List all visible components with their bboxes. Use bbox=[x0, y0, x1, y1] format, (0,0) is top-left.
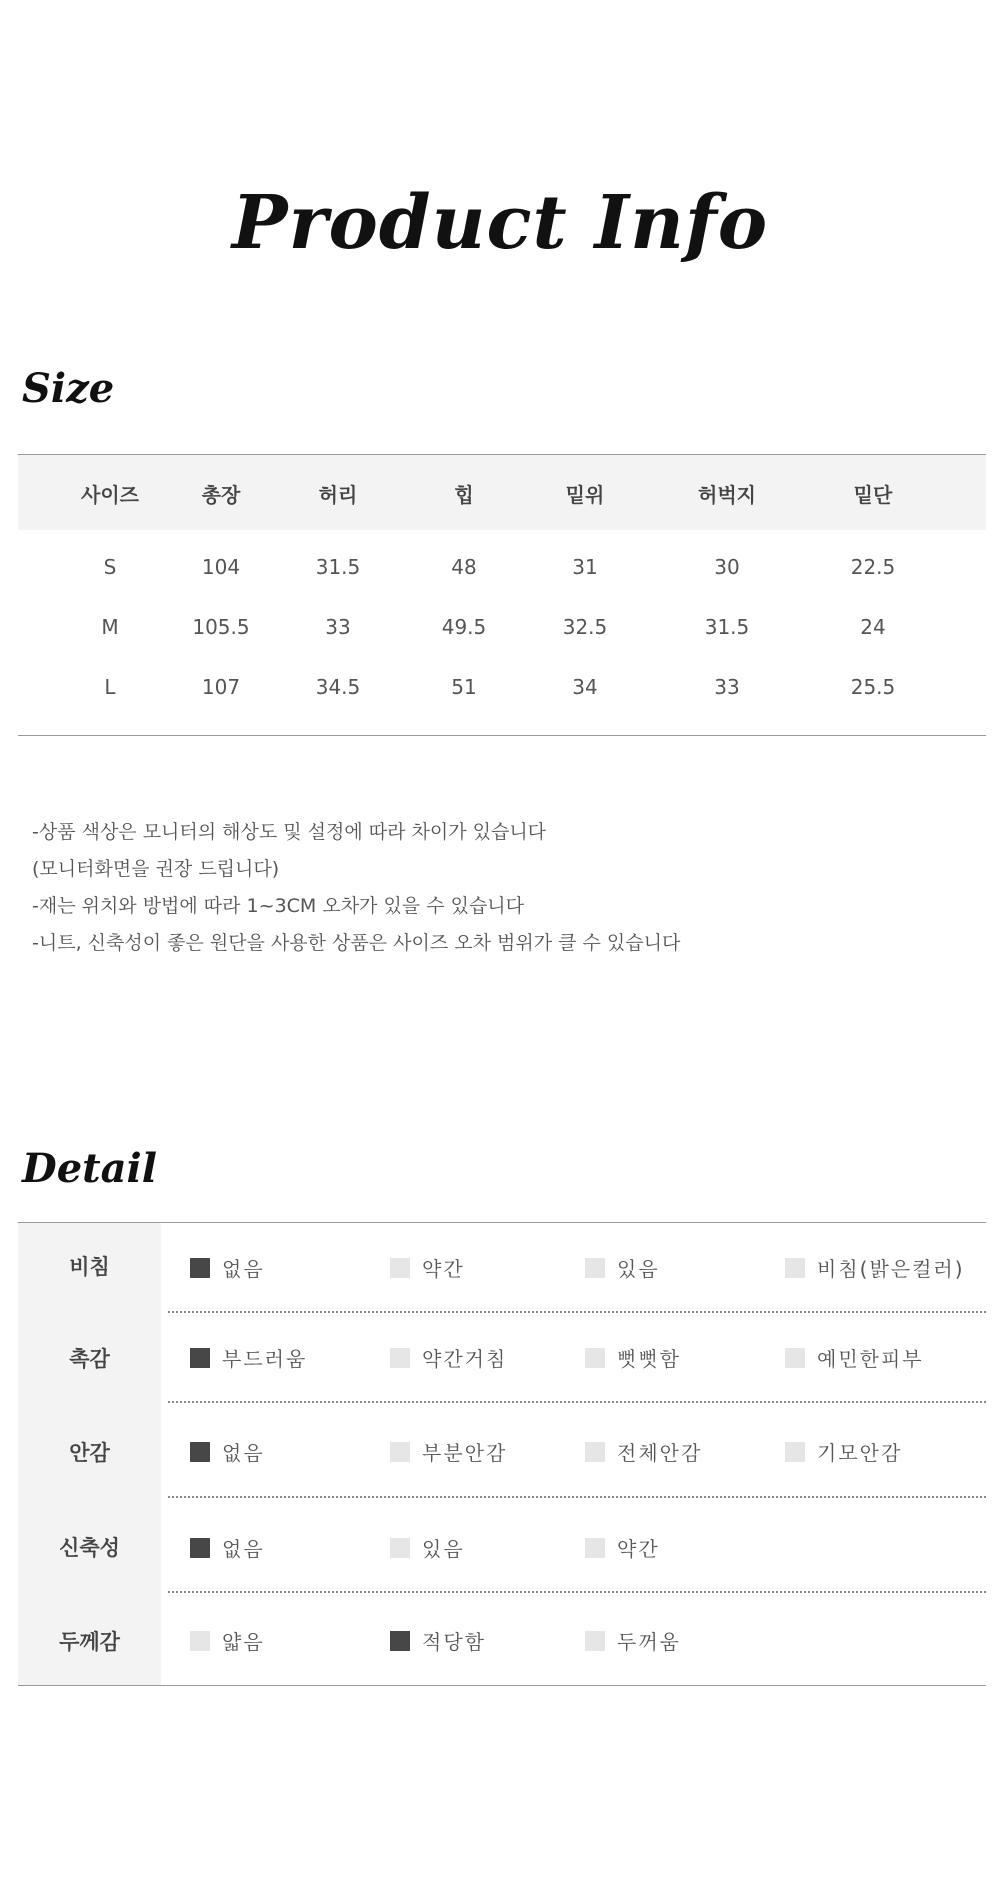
detail-option bbox=[785, 1343, 924, 1372]
size-table-body bbox=[18, 530, 986, 735]
option-label: 약간 bbox=[617, 1537, 660, 1561]
detail-row-thickness bbox=[18, 1593, 986, 1685]
option-indicator bbox=[390, 1538, 410, 1558]
option-indicator bbox=[390, 1258, 410, 1278]
size-cell: 34.5 bbox=[315, 675, 361, 699]
detail-option bbox=[390, 1626, 486, 1655]
option-label: 부분안감 bbox=[422, 1441, 508, 1465]
size-cell: 48 bbox=[451, 555, 477, 579]
detail-option bbox=[390, 1533, 465, 1562]
option-label: 약간 bbox=[422, 1257, 465, 1281]
size-header-cell: 총장 bbox=[201, 483, 241, 507]
detail-row-texture bbox=[18, 1313, 986, 1403]
option-indicator bbox=[190, 1631, 210, 1651]
detail-option bbox=[785, 1253, 965, 1282]
option-indicator bbox=[190, 1258, 210, 1278]
option-label: 약간거침 bbox=[422, 1347, 508, 1371]
detail-option bbox=[585, 1253, 660, 1282]
option-indicator bbox=[390, 1631, 410, 1651]
option-indicator bbox=[785, 1442, 805, 1462]
size-row-m bbox=[18, 615, 986, 645]
detail-row-sheerness bbox=[18, 1223, 986, 1313]
size-cell: 34 bbox=[572, 675, 598, 699]
option-label: 두꺼움 bbox=[617, 1630, 681, 1654]
size-cell: 33 bbox=[714, 675, 740, 699]
detail-option bbox=[390, 1437, 507, 1466]
option-label: 예민한피부 bbox=[817, 1347, 924, 1371]
option-indicator bbox=[190, 1348, 210, 1368]
note-line: -상품 색상은 모니터의 해상도 및 설정에 따라 차이가 있습니다 bbox=[32, 821, 547, 843]
size-cell: 22.5 bbox=[850, 555, 896, 579]
detail-option bbox=[585, 1343, 681, 1372]
size-row-l bbox=[18, 675, 986, 705]
option-indicator bbox=[585, 1631, 605, 1651]
size-cell: 30 bbox=[714, 555, 740, 579]
option-label: 없음 bbox=[222, 1257, 265, 1281]
size-cell: 25.5 bbox=[850, 675, 896, 699]
detail-option bbox=[190, 1343, 307, 1372]
option-label: 비침(밝은컬러) bbox=[817, 1257, 965, 1281]
option-label: 얇음 bbox=[222, 1630, 265, 1654]
size-header-cell: 밑위 bbox=[565, 483, 605, 507]
detail-option bbox=[585, 1533, 660, 1562]
option-label: 없음 bbox=[222, 1441, 265, 1465]
size-cell: 32.5 bbox=[562, 615, 608, 639]
option-indicator bbox=[190, 1538, 210, 1558]
option-label: 있음 bbox=[617, 1257, 660, 1281]
size-notes bbox=[32, 814, 680, 962]
detail-option bbox=[785, 1437, 902, 1466]
option-indicator bbox=[190, 1442, 210, 1462]
option-indicator bbox=[585, 1258, 605, 1278]
detail-option bbox=[190, 1626, 265, 1655]
size-cell: 31 bbox=[572, 555, 598, 579]
size-cell: 107 bbox=[201, 675, 241, 699]
option-label: 부드러움 bbox=[222, 1347, 308, 1371]
size-header-cell: 사이즈 bbox=[81, 483, 139, 507]
page-title: Product Info bbox=[231, 180, 769, 266]
detail-section-title: Detail bbox=[22, 1145, 157, 1192]
detail-row-label: 촉감 bbox=[69, 1347, 110, 1371]
size-cell: S bbox=[103, 555, 117, 579]
detail-row-lining bbox=[18, 1403, 986, 1498]
option-indicator bbox=[785, 1348, 805, 1368]
option-label: 뻣뻣함 bbox=[617, 1347, 681, 1371]
size-cell: 51 bbox=[451, 675, 477, 699]
option-indicator bbox=[785, 1258, 805, 1278]
option-indicator bbox=[585, 1442, 605, 1462]
size-cell: 24 bbox=[860, 615, 886, 639]
size-table bbox=[18, 454, 986, 736]
detail-row-label: 안감 bbox=[69, 1441, 110, 1465]
size-cell: 31.5 bbox=[315, 555, 361, 579]
size-cell: L bbox=[104, 675, 116, 699]
detail-table bbox=[18, 1222, 986, 1686]
option-label: 기모안감 bbox=[817, 1441, 903, 1465]
detail-option bbox=[390, 1343, 507, 1372]
note-line: (모니터화면을 권장 드립니다) bbox=[32, 858, 280, 880]
size-cell: 105.5 bbox=[192, 615, 250, 639]
size-header-cell: 허리 bbox=[318, 483, 358, 507]
option-label: 적당함 bbox=[422, 1630, 486, 1654]
detail-row-label: 신축성 bbox=[59, 1536, 120, 1560]
detail-row-label: 두께감 bbox=[59, 1630, 120, 1654]
size-header-cell: 허벅지 bbox=[698, 483, 756, 507]
detail-option bbox=[190, 1437, 265, 1466]
option-indicator bbox=[585, 1348, 605, 1368]
detail-row-label: 비침 bbox=[69, 1255, 110, 1279]
option-label: 없음 bbox=[222, 1537, 265, 1561]
detail-option bbox=[190, 1253, 265, 1282]
option-indicator bbox=[585, 1538, 605, 1558]
size-cell: 33 bbox=[325, 615, 351, 639]
size-cell: 49.5 bbox=[441, 615, 487, 639]
option-indicator bbox=[390, 1442, 410, 1462]
size-cell: 31.5 bbox=[704, 615, 750, 639]
size-cell: M bbox=[101, 615, 119, 639]
size-cell: 104 bbox=[201, 555, 241, 579]
note-line: -니트, 신축성이 좋은 원단을 사용한 상품은 사이즈 오차 범위가 클 수 있습니다 bbox=[32, 932, 681, 954]
detail-option bbox=[585, 1437, 702, 1466]
size-table-header bbox=[18, 455, 986, 530]
size-header-cell: 힙 bbox=[454, 483, 474, 507]
detail-option bbox=[585, 1626, 681, 1655]
detail-option bbox=[390, 1253, 465, 1282]
size-row-s bbox=[18, 555, 986, 585]
size-section-title: Size bbox=[22, 365, 115, 412]
size-header-cell: 밑단 bbox=[853, 483, 893, 507]
detail-row-stretch bbox=[18, 1498, 986, 1593]
option-indicator bbox=[390, 1348, 410, 1368]
detail-option bbox=[190, 1533, 265, 1562]
option-label: 전체안감 bbox=[617, 1441, 703, 1465]
option-label: 있음 bbox=[422, 1537, 465, 1561]
note-line: -재는 위치와 방법에 따라 1~3CM 오차가 있을 수 있습니다 bbox=[32, 895, 525, 917]
